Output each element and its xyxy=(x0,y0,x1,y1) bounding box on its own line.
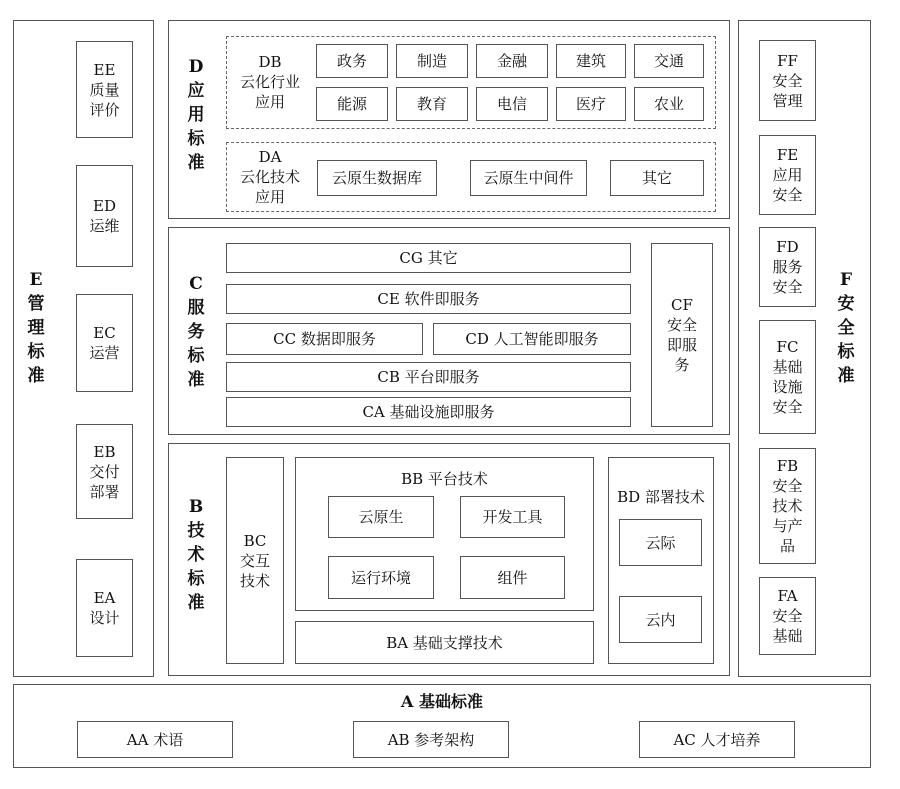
bb-item-cloud-native: 云原生 xyxy=(328,496,434,538)
db-item-finance: 金融 xyxy=(476,44,548,78)
db-item-construction: 建筑 xyxy=(556,44,626,78)
bc-interaction-technology: BC 交互 技术 xyxy=(226,457,284,664)
cb-platform-as-a-service: CB 平台即服务 xyxy=(226,362,631,392)
d-section-title: D 应 用 标 准 xyxy=(187,57,205,173)
f-column-title: F 安 全 标 准 xyxy=(837,270,855,386)
ca-infrastructure-as-a-service: CA 基础设施即服务 xyxy=(226,397,631,427)
cd-ai-as-a-service: CD 人工智能即服务 xyxy=(433,323,631,355)
e-column-title: E 管 理 标 准 xyxy=(27,270,45,386)
bb-item-components: 组件 xyxy=(460,556,565,599)
ba-basic-support-technology: BA 基础支撑技术 xyxy=(295,621,594,664)
ea-design: EA 设计 xyxy=(76,559,133,657)
bb-item-dev-tools: 开发工具 xyxy=(460,496,565,538)
da-item-cloud-native-middleware: 云原生中间件 xyxy=(470,160,587,196)
cc-data-as-a-service: CC 数据即服务 xyxy=(226,323,423,355)
ed-operations-maintenance: ED 运维 xyxy=(76,165,133,267)
ce-software-as-a-service: CE 软件即服务 xyxy=(226,284,631,314)
fe-application-security: FE 应用 安全 xyxy=(759,135,816,215)
db-label: DB 云化行业 应用 xyxy=(239,53,300,111)
bb-title: BB 平台技术 xyxy=(401,470,488,488)
da-label: DA 云化技术 应用 xyxy=(239,148,300,206)
ee-quality-evaluation: EE 质量 评价 xyxy=(76,41,133,138)
ec-operations: EC 运营 xyxy=(76,294,133,392)
db-item-manufacturing: 制造 xyxy=(396,44,468,78)
cf-security-as-a-service: CF 安全 即服 务 xyxy=(651,243,713,427)
cg-other: CG 其它 xyxy=(226,243,631,273)
fc-infrastructure-security: FC 基础 设施 安全 xyxy=(759,320,816,434)
fd-service-security: FD 服务 安全 xyxy=(759,227,816,307)
da-item-cloud-native-database: 云原生数据库 xyxy=(317,160,437,196)
db-item-agriculture: 农业 xyxy=(634,87,704,121)
bd-item-inter-cloud: 云际 xyxy=(619,519,702,566)
bb-item-runtime-env: 运行环境 xyxy=(328,556,434,599)
db-item-government: 政务 xyxy=(316,44,388,78)
b-section-title: B 技 术 标 准 xyxy=(187,497,205,613)
db-item-telecom: 电信 xyxy=(476,87,548,121)
ff-security-management: FF 安全 管理 xyxy=(759,40,816,121)
db-item-healthcare: 医疗 xyxy=(556,87,626,121)
bd-title: BD 部署技术 xyxy=(617,488,705,506)
aa-terminology: AA 术语 xyxy=(77,721,233,758)
c-section-title: C 服 务 标 准 xyxy=(187,274,205,390)
ab-reference-architecture: AB 参考架构 xyxy=(353,721,509,758)
db-item-education: 教育 xyxy=(396,87,468,121)
fb-security-tech-products: FB 安全 技术 与产 品 xyxy=(759,448,816,564)
da-item-other: 其它 xyxy=(610,160,704,196)
db-item-transportation: 交通 xyxy=(634,44,704,78)
fa-security-basics: FA 安全 基础 xyxy=(759,577,816,655)
db-item-energy: 能源 xyxy=(316,87,388,121)
a-section-title: A 基础标准 xyxy=(401,692,483,711)
bd-item-intra-cloud: 云内 xyxy=(619,596,702,643)
eb-delivery-deployment: EB 交付 部署 xyxy=(76,424,133,519)
ac-talent-training: AC 人才培养 xyxy=(639,721,795,758)
